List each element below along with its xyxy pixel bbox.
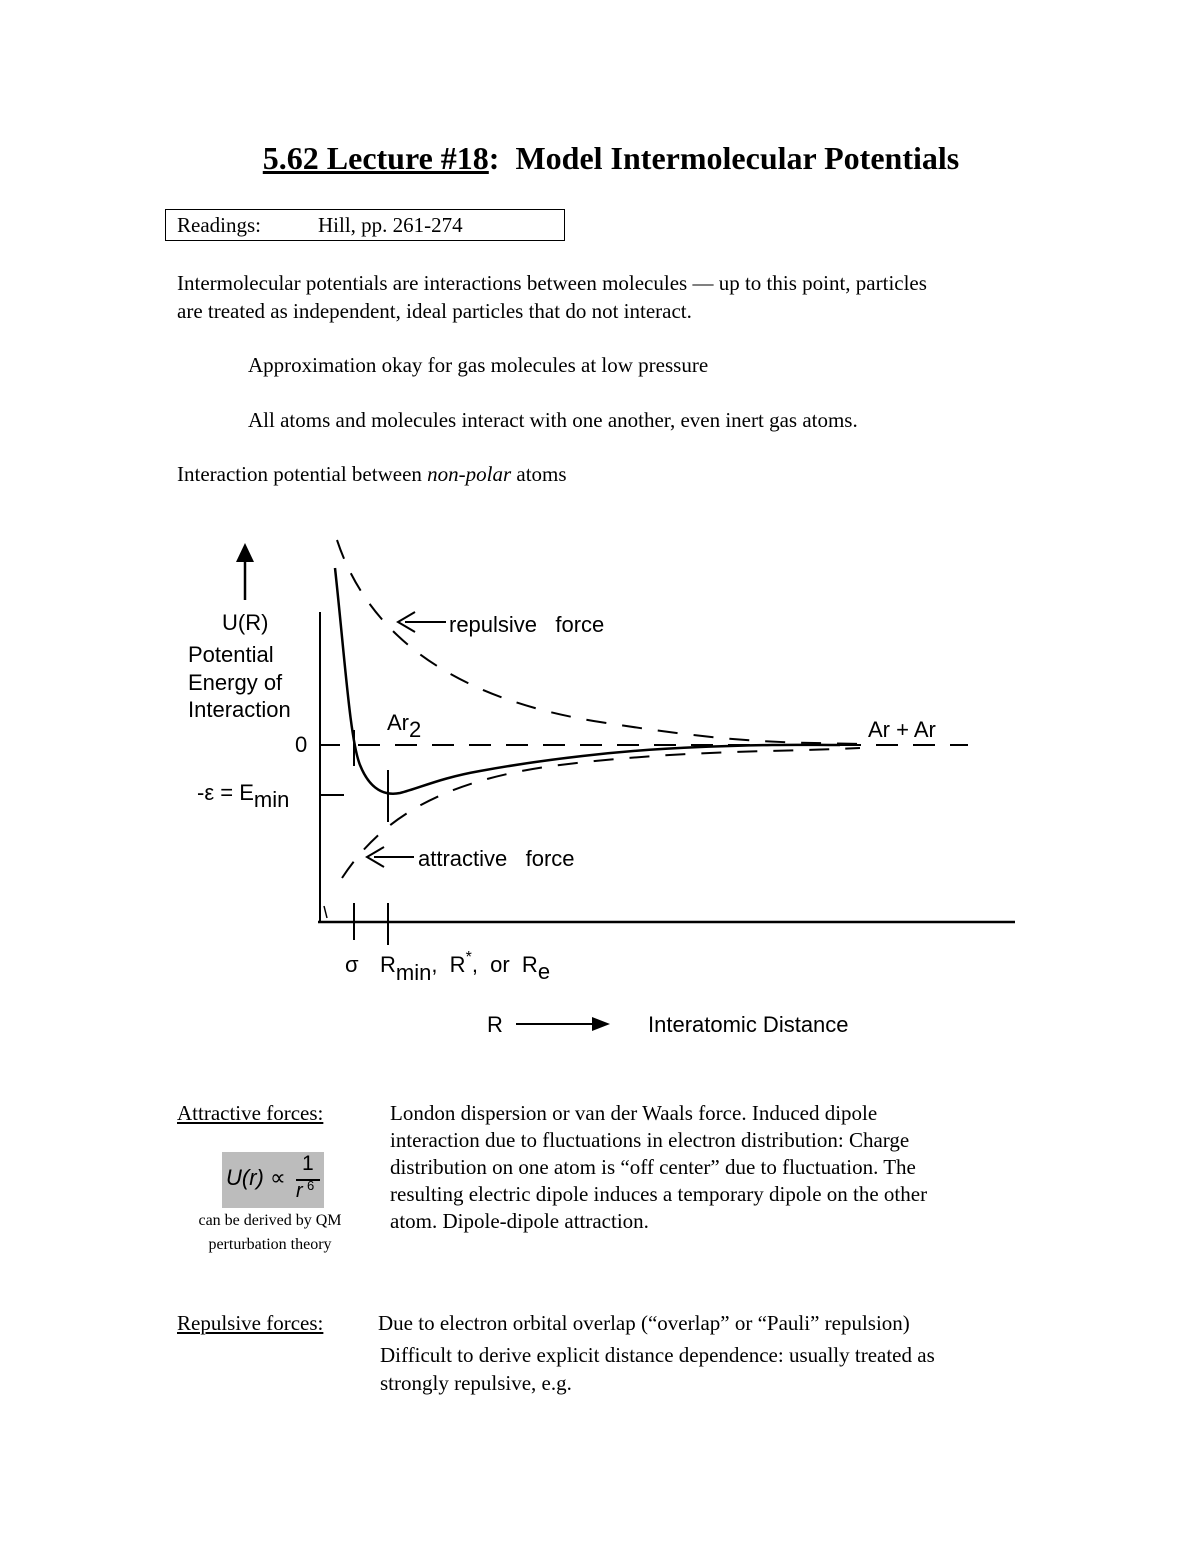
formula-lhs: U(r) ∝ [226,1165,286,1190]
attractive-force-label: attractive force [418,846,575,871]
r-arrow-head [592,1017,610,1031]
energy-of-label: Energy of [188,670,283,695]
ar-ar-label: Ar + Ar [868,717,936,742]
ar2-label [387,710,421,742]
or-text: , or R [471,952,538,977]
re-sub: e [537,959,551,984]
interaction-heading-pre: Interaction potential between [177,462,428,486]
lecture-topic: Model Intermolecular Potentials [515,140,960,176]
emin-prefix: -ε = E [197,780,254,805]
y-arrow-head [236,543,254,562]
repulsive-line-1: Due to electron orbital overlap (“overlap” or “Pauli” repulsion) [378,1311,910,1335]
sigma-label: σ [345,952,359,977]
rmin-sub: min [395,960,432,985]
ar2-main: Ar [387,710,409,735]
repulsive-curve [337,540,860,744]
interatomic-distance-label: Interatomic Distance [648,1012,849,1037]
title-colon: : [488,140,500,176]
rstar-sep: , R [431,952,466,977]
rstar-sup: * [465,949,472,966]
formula-box [222,1152,324,1208]
emin-sub: min [253,787,290,812]
formula-numerator: 1 [302,1152,314,1175]
formula-denom-exp: 6 [307,1178,315,1193]
emin-label [197,780,289,812]
interaction-label: Interaction [188,697,291,722]
repulsive-line-3: strongly repulsive, e.g. [380,1371,572,1395]
formula-denom-base: r [296,1180,303,1202]
attractive-line-4: resulting electric dipole induces a temporary dipole on the other [390,1182,928,1206]
formula-note-2: perturbation theory [208,1236,332,1253]
attractive-heading: Attractive forces: [177,1101,324,1125]
intro-line-2: are treated as independent, ideal particles that do not interact. [177,299,692,323]
readings-label: Readings: [177,213,261,237]
ar2-sub: 2 [409,717,422,742]
interaction-heading-em: non-polar [427,462,512,486]
repulsive-heading: Repulsive forces: [177,1311,324,1335]
intro-line-1: Intermolecular potentials are interactions between molecules — up to this point, particles [177,271,927,295]
rmin-label [380,949,550,985]
r-label: R [487,1012,503,1037]
repulsive-force-label: repulsive force [449,612,605,637]
potential-label: Potential [188,642,274,667]
rmin-main: R [380,952,396,977]
point-all-interact: All atoms and molecules interact with one another, even inert gas atoms. [248,408,858,432]
lecture-id: 5.62 Lecture #18 [262,140,489,176]
potential-curve [335,568,840,794]
repulsive-line-2: Difficult to derive explicit distance dependence: usually treated as [380,1343,935,1367]
axis-scribble [324,906,327,918]
attractive-line-2: interaction due to fluctuations in electron distribution: Charge [390,1128,910,1152]
u-r-label: U(R) [222,610,269,635]
point-low-pressure: Approximation okay for gas molecules at low pressure [248,353,709,377]
attractive-line-3: distribution on one atom is “off center” due to fluctuation. The [390,1155,916,1179]
attractive-line-1: London dispersion or van der Waals force. Induced dipole [390,1101,878,1125]
formula-note-1: can be derived by QM [198,1212,342,1229]
readings-value: Hill, pp. 261-274 [318,213,463,237]
zero-label: 0 [295,732,308,757]
interaction-heading-post: atoms [511,462,567,486]
attractive-line-5: atom. Dipole-dipole attraction. [390,1209,649,1233]
